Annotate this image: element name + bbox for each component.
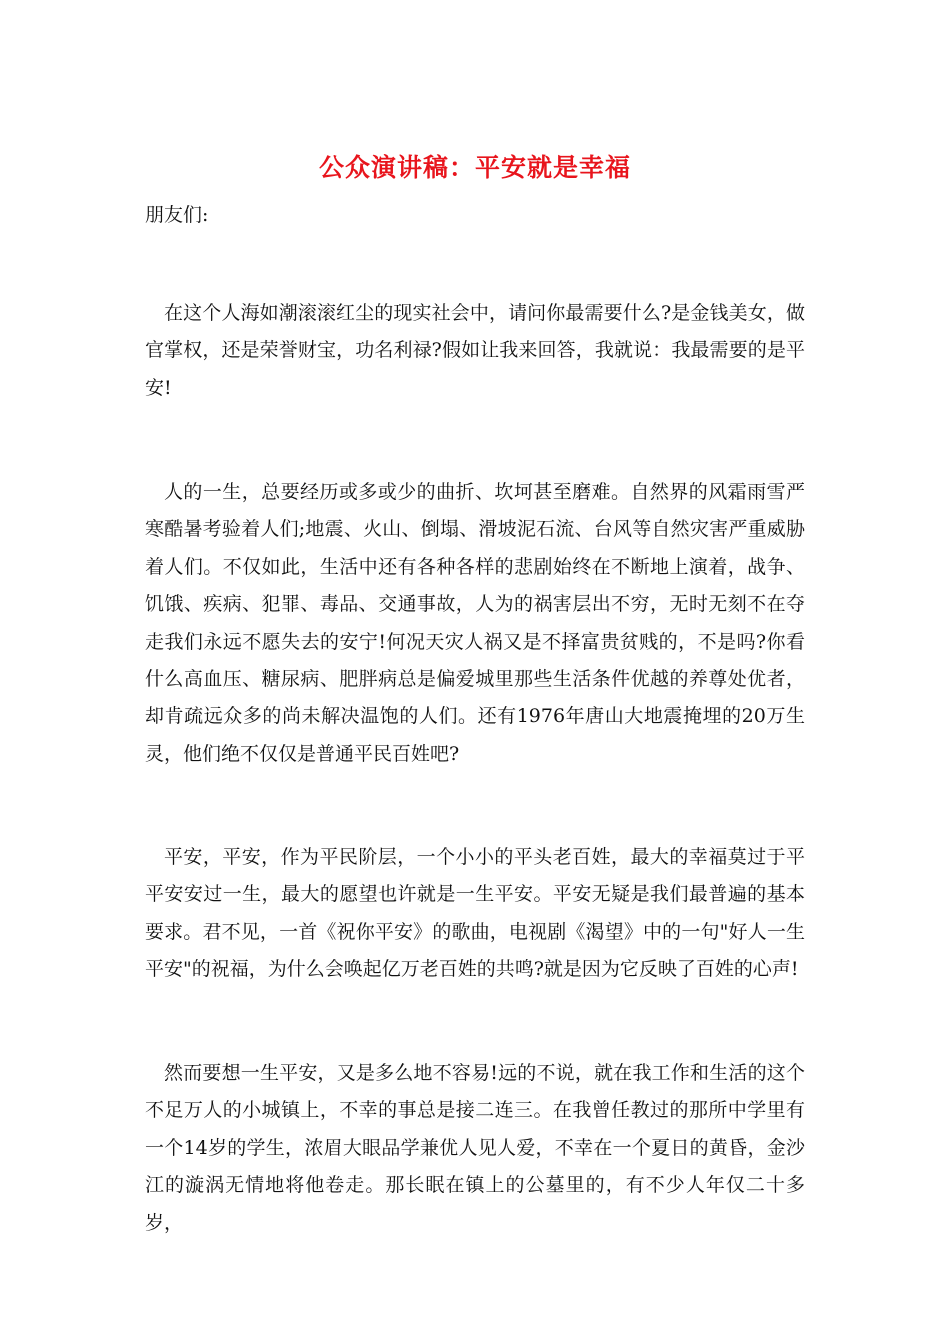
paragraph: 平安，平安，作为平民阶层，一个小小的平头老百姓，最大的幸福莫过于平平安安过一生，最大的愿望也许就是一生平安。平安无疑是我们最普遍的基本要求。君不见，一首《祝你平安》的歌曲，电视剧《渴望》中的一句"好人一生平安"的祝福，为什么会唤起亿万老百姓的共鸣?就是因为它反映了百姓的心声! <box>145 846 805 981</box>
paragraph: 然而要想一生平安，又是多么地不容易!远的不说，就在我工作和生活的这个不足万人的小城镇上，不幸的事总是接二连三。在我曾任教过的那所中学里有一个14岁的学生，浓眉大眼品学兼优人见人爱，不幸在一个夏日的黄昏，金沙江的漩涡无情地将他卷走。那长眠在镇上的公墓里的，有不少人年仅二十多岁， <box>145 1062 805 1234</box>
greeting: 朋友们: <box>145 204 209 226</box>
document-title: 公众演讲稿：平安就是幸福 <box>318 153 631 182</box>
paragraph: 人的一生，总要经历或多或少的曲折、坎坷甚至磨难。自然界的风霜雨雪严寒酷暑考验着人们;地震、火山、倒塌、滑坡泥石流、台风等自然灾害严重威胁着人们。不仅如此，生活中还有各种各样的悲剧始终在不断地上演着，战争、饥饿、疾病、犯罪、毒品、交通事故，人为的祸害层出不穷，无时无刻不在夺走我们永远不愿失去的安宁!何况天灾人祸又是不择富贵贫贱的，不是吗?你看什么高血压、糖尿病、肥胖病总是偏爱城里那些生活条件优越的养尊处优者，却肯疏远众多的尚未解决温饱的人们。还有1976年唐山大地震掩埋的20万生灵，他们绝不仅仅是普通平民百姓吧? <box>145 481 805 765</box>
paragraph: 在这个人海如潮滚滚红尘的现实社会中，请问你最需要什么?是金钱美女，做官掌权，还是荣誉财宝，功名利禄?假如让我来回答，我就说：我最需要的是平安! <box>145 302 805 399</box>
